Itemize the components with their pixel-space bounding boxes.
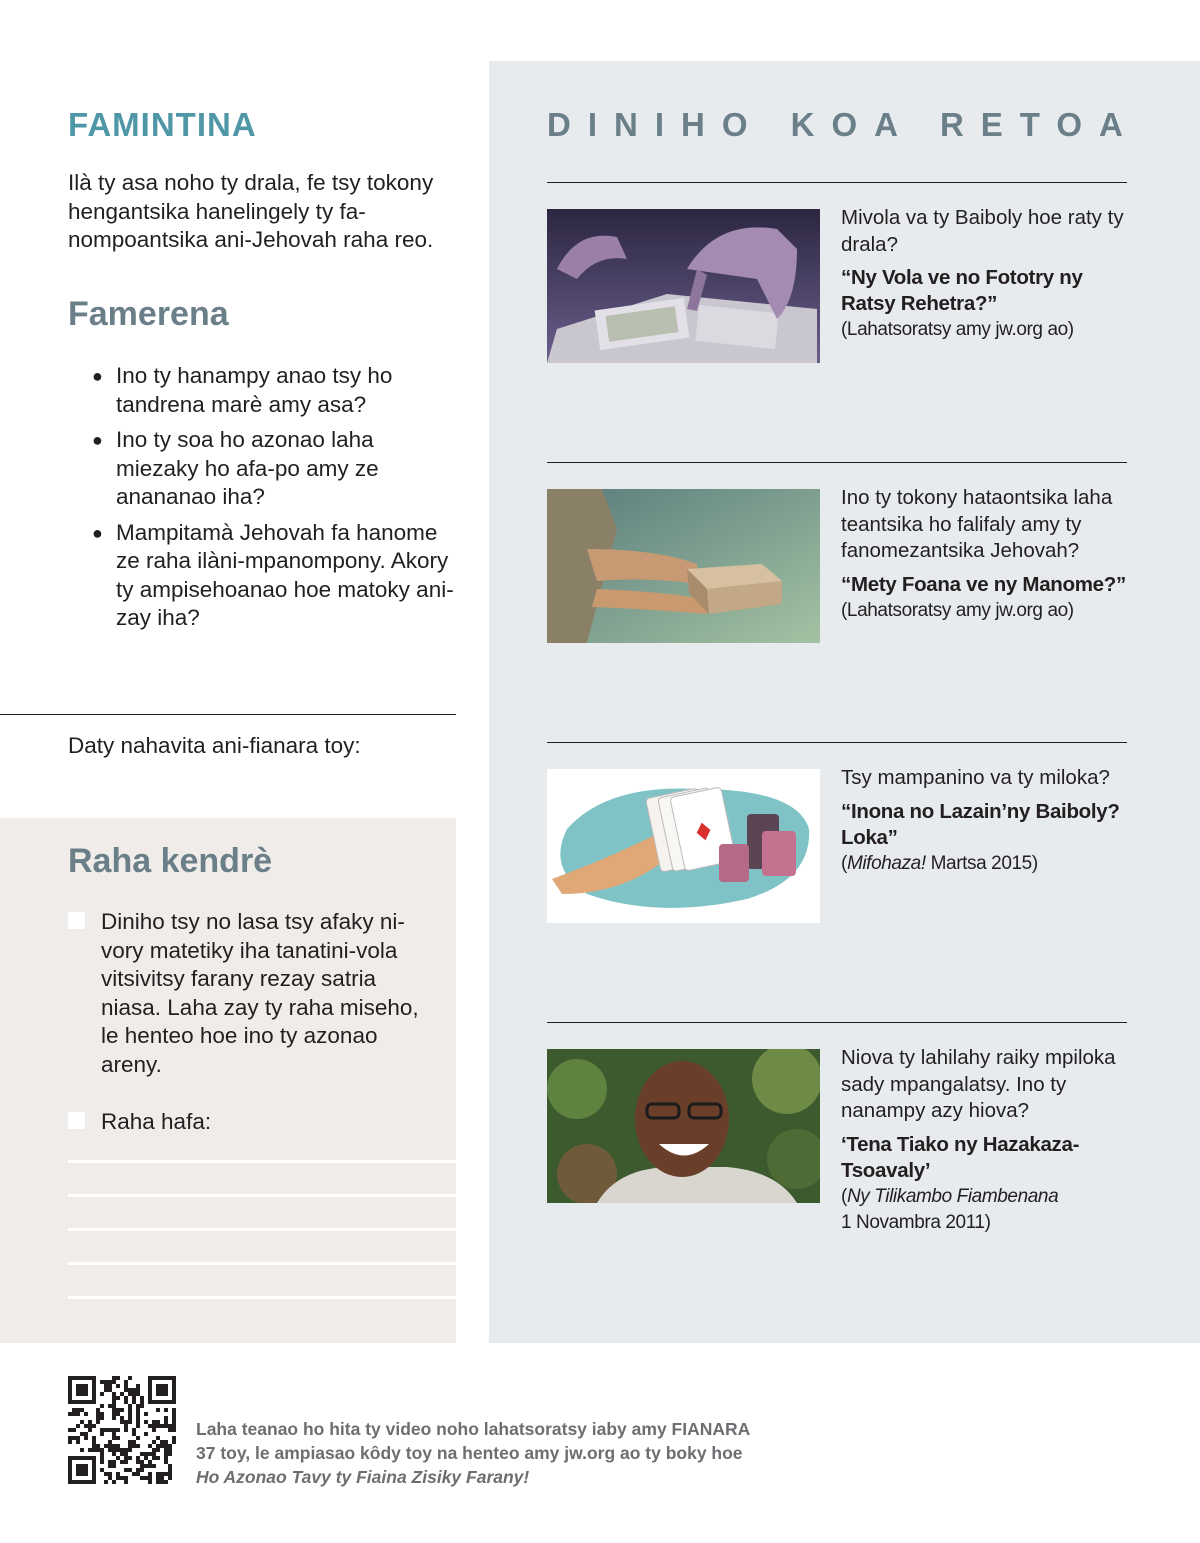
related-title: DINIHO KOA RETOA — [547, 106, 1140, 143]
goal-item — [68, 908, 438, 1078]
article-link[interactable]: “Inona no Lazain’ny Baiboly? Loka” — [841, 799, 1120, 849]
writing-line[interactable] — [68, 1194, 456, 1197]
review-item — [92, 519, 462, 633]
card-divider — [547, 742, 1127, 743]
review-item-text: Ino ty soa ho azonao laha miezaky ho afa-po amy ze anananao iha? — [116, 427, 379, 509]
article-link[interactable]: “Mety Foana ve ny Manome?” — [841, 572, 1126, 596]
review-title: Famerena — [68, 295, 229, 333]
publication-date: 1 Novambra 2011) — [841, 1211, 991, 1233]
card-question: Ino ty tokony hataontsika laha teantsika ho falifaly amy ty fanomezantsika Jehovah? — [841, 486, 1113, 562]
qr-code-icon[interactable] — [68, 1376, 176, 1484]
goal-item — [68, 1108, 438, 1138]
publication-date: Martsa 2015) — [930, 852, 1038, 874]
divider — [0, 714, 456, 715]
writing-line[interactable] — [68, 1296, 456, 1299]
article-source: (Ny Tilikambo Fiambenana 1 Novambra 2011) — [841, 1185, 1059, 1233]
footer-text: Laha teanao ho hita ty video noho lahatsoratsy iaby amy FIANARA 37 toy, le ampiasao kôdy toy na henteo amy jw.org ao ty boky hoe — [196, 1419, 750, 1463]
writing-line[interactable] — [68, 1228, 456, 1231]
related-card — [841, 1045, 1131, 1236]
article-source: (Mifohaza! Martsa 2015) — [841, 852, 1038, 874]
goal-item-text: Raha hafa: — [101, 1109, 212, 1134]
review-item-text: Ino ty hanampy anao tsy ho tandrena marè amy asa? — [116, 363, 393, 417]
article-source: (Lahatsoratsy amy jw.org ao) — [841, 319, 1074, 340]
bullet-icon: ● — [92, 430, 103, 450]
smiling-man-image[interactable] — [547, 1049, 820, 1203]
goal-item-text: Diniho tsy no lasa tsy afaky ni-vory matetiky iha tanatini-vola vitsivitsy farany rezay satria niasa. Laha zay ty raha miseho, le henteo hoe ino ty azonao areny. — [101, 909, 419, 1077]
card-divider — [547, 182, 1127, 183]
book-title: Ho Azonao Tavy ty Fiaina Zisiky Farany! — [196, 1467, 530, 1487]
article-link[interactable]: “Ny Vola ve no Fototry ny Ratsy Rehetra?” — [841, 266, 1083, 315]
card-question: Niova ty lahilahy raiky mpiloka sady mpangalatsy. Ino ty nanampy azy hiova? — [841, 1046, 1116, 1122]
review-list — [92, 362, 462, 640]
completion-date-label: Daty nahavita ani-fianara toy: — [68, 733, 361, 758]
publication-name: Mifohaza! — [846, 852, 926, 874]
review-item — [92, 362, 462, 419]
card-divider — [547, 462, 1127, 463]
checkbox[interactable] — [68, 912, 85, 929]
related-card — [841, 485, 1131, 624]
summary-title: FAMINTINA — [68, 106, 257, 143]
related-card — [841, 765, 1131, 877]
review-item — [92, 426, 462, 512]
article-source: (Lahatsoratsy amy jw.org ao) — [841, 599, 1074, 621]
summary-text: Ilà ty asa noho ty drala, fe tsy tokony hengantsika hanelingely ty fa-nompoantsika ani-Jehovah raha reo. — [68, 170, 434, 252]
card-question: Tsy mampanino va ty miloka? — [841, 766, 1110, 789]
footer-note — [196, 1417, 756, 1489]
gift-box-image[interactable] — [547, 489, 820, 643]
writing-line[interactable] — [68, 1160, 456, 1163]
card-question: Mivola va ty Baiboly hoe raty ty drala? — [841, 206, 1124, 256]
bullet-icon: ● — [92, 366, 103, 386]
review-item-text: Mampitamà Jehovah fa hanome ze raha ilàni-mpanompony. Akory ty ampisehoanao hoe matoky ani-zay iha? — [116, 519, 454, 630]
publication-name: Ny Tilikambo Fiambenana — [846, 1185, 1059, 1207]
related-card — [841, 205, 1131, 343]
writing-line[interactable] — [68, 1262, 456, 1265]
money-hands-image[interactable] — [547, 209, 820, 363]
bullet-icon: ● — [92, 522, 103, 543]
article-link[interactable]: ‘Tena Tiako ny Hazakaza-Tsoavaly’ — [841, 1132, 1080, 1182]
goals-title: Raha kendrè — [68, 842, 273, 880]
card-divider — [547, 1022, 1127, 1023]
checkbox[interactable] — [68, 1112, 85, 1129]
cards-chips-image[interactable] — [547, 769, 820, 923]
